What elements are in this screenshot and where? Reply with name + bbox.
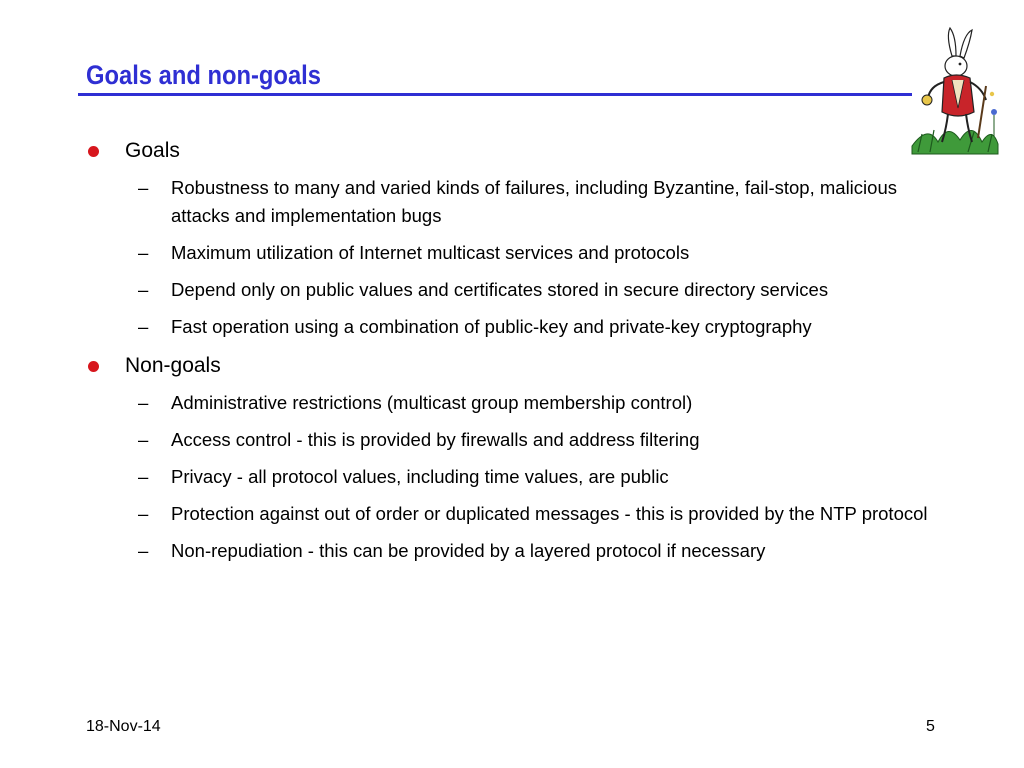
dash-icon: – — [138, 466, 149, 487]
dash-icon: – — [138, 540, 149, 561]
sub-bullet-text: Depend only on public values and certificates stored in secure directory services — [171, 279, 829, 300]
dash-icon: – — [138, 392, 149, 413]
sub-bullet — [86, 426, 936, 454]
sub-bullet-text: Non-repudiation - this can be provided by a layered protocol if necessary — [171, 540, 766, 561]
sub-bullet-text: Administrative restrictions (multicast group membership control) — [171, 392, 693, 413]
slide-title: Goals and non-goals — [86, 60, 321, 90]
sub-bullet — [86, 276, 936, 304]
bullet-goals — [86, 136, 936, 166]
sub-bullet — [86, 463, 936, 491]
sub-bullet-text: Robustness to many and varied kinds of failures, including Byzantine, fail-stop, malicious attacks and implementation bugs — [171, 177, 897, 226]
sub-bullet-text: Privacy - all protocol values, including time values, are public — [171, 466, 669, 487]
page-number: 5 — [926, 718, 935, 735]
sub-bullet — [86, 389, 936, 417]
sub-bullet — [86, 500, 936, 528]
sub-bullet — [86, 313, 936, 341]
footer-date: 18-Nov-14 — [86, 718, 161, 735]
bullet-dot-icon — [88, 146, 99, 157]
sub-bullet-text: Fast operation using a combination of public-key and private-key cryptography — [171, 316, 812, 337]
bullet-heading: Goals — [125, 139, 180, 162]
dash-icon: – — [138, 429, 149, 450]
slide-body — [86, 136, 936, 575]
sub-bullet-text: Access control - this is provided by firewalls and address filtering — [171, 429, 700, 450]
bullet-heading: Non-goals — [125, 354, 221, 377]
sub-bullet-text: Protection against out of order or duplicated messages - this is provided by the NTP protocol — [171, 503, 928, 524]
dash-icon: – — [138, 242, 149, 263]
dash-icon: – — [138, 279, 149, 300]
sub-bullet — [86, 537, 936, 565]
non-goals-list — [86, 389, 936, 565]
dash-icon: – — [138, 316, 149, 337]
sub-bullet-text: Maximum utilization of Internet multicast services and protocols — [171, 242, 690, 263]
sub-bullet — [86, 239, 936, 267]
sub-bullet — [86, 174, 936, 230]
title-underline — [78, 93, 912, 96]
dash-icon: – — [138, 177, 149, 198]
dash-icon: – — [138, 503, 149, 524]
bullet-non-goals — [86, 351, 936, 381]
bullet-dot-icon — [88, 361, 99, 372]
goals-list — [86, 174, 936, 341]
